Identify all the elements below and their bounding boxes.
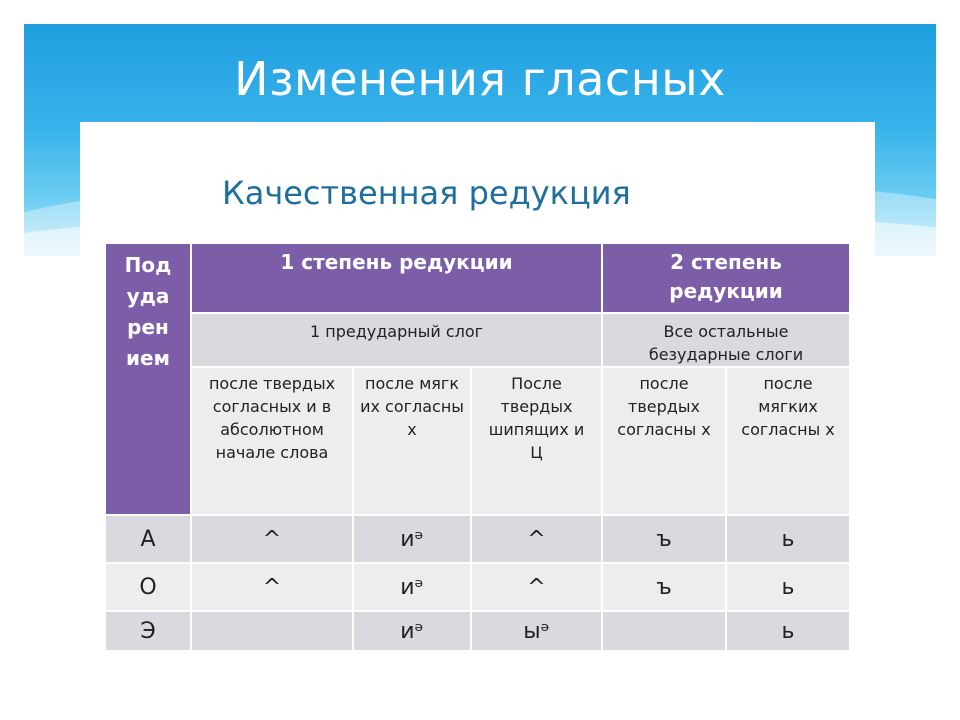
- table-cell: ь: [726, 611, 850, 651]
- slide-subtitle: Качественная редукция: [222, 174, 631, 212]
- table-row: [105, 515, 850, 563]
- column-header: после мягких согласны х: [726, 367, 850, 515]
- column-header: после твердых согласны х: [602, 367, 726, 515]
- table-cell: [602, 611, 726, 651]
- table-cell: [191, 611, 353, 651]
- degree2-header: 2 степень редукции: [602, 243, 850, 313]
- row-label: О: [105, 563, 191, 611]
- table-row: [105, 563, 850, 611]
- slide-title: Изменения гласных: [234, 52, 726, 106]
- column-header: после мягких согласны х: [353, 367, 471, 515]
- table-cell: ь: [726, 515, 850, 563]
- row-label: Э: [105, 611, 191, 651]
- table-row: [105, 611, 850, 651]
- table-cell: иᵊ: [353, 611, 471, 651]
- table-cell: ъ: [602, 515, 726, 563]
- degree1-header: 1 степень редукции: [191, 243, 602, 313]
- stress-header: Под уда рен ием: [105, 243, 191, 515]
- table-cell: ^: [471, 563, 602, 611]
- table-cell: ^: [471, 515, 602, 563]
- table-cell: ^: [191, 515, 353, 563]
- degree2-subheader: Все остальные безударные слоги: [602, 313, 850, 367]
- table-cell: ^: [191, 563, 353, 611]
- column-header: после твердых согласных и в абсолютном начале слова: [191, 367, 353, 515]
- table-cell: ь: [726, 563, 850, 611]
- column-header: После твердых шипящих и Ц: [471, 367, 602, 515]
- degree1-subheader: 1 предударный слог: [191, 313, 602, 367]
- table-cell: иᵊ: [353, 515, 471, 563]
- row-label: А: [105, 515, 191, 563]
- reduction-table: [104, 242, 851, 652]
- table-cell: иᵊ: [353, 563, 471, 611]
- table-cell: ъ: [602, 563, 726, 611]
- table-cell: ыᵊ: [471, 611, 602, 651]
